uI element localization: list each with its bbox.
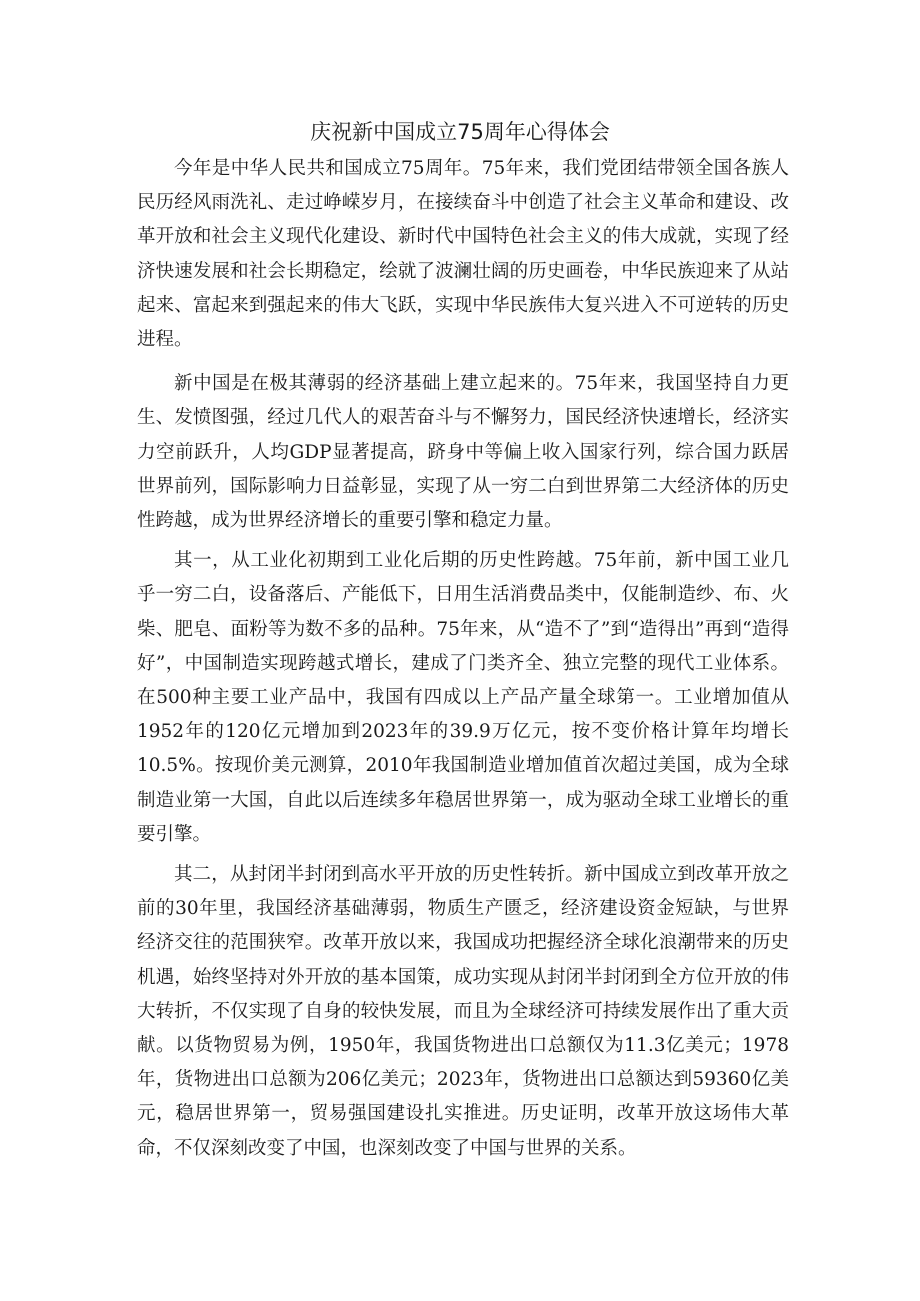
paragraph-industrialization: 其一，从工业化初期到工业化后期的历史性跨越。75年前，新中国工业几乎一穷二白，设备落后、产能低下，日用生活消费品类中，仅能制造纱、布、火柴、肥皂、面粉等为数不多的品种。75年来，从“造不了”到“造得出”再到“造得好”，中国制造实现跨越式增长，建成了门类齐全、独立完整的现代工业体系。在500种主要工业产品中，我国有四成以上产品产量全球第一。工业增加值从1952年的120亿元增加到2023年的39.9万亿元，按不变价格计算年均增长10.5%。按现价美元测算，2010年我国制造业增加值首次超过美国，成为全球制造业第一大国，自此以后连续多年稳居世界第一，成为驱动全球工业增长的重要引擎。 [137, 550, 789, 845]
paragraph-economic-foundation: 新中国是在极其薄弱的经济基础上建立起来的。75年来，我国坚持自力更生、发愤图强，经过几代人的艰苦奋斗与不懈努力，国民经济快速增长，经济实力空前跃升，人均GDP显著提高，跻身中等偏上收入国家行列，综合国力跃居世界前列，国际影响力日益彰显，实现了从一穷二白到世界第二大经济体的历史性跨越，成为世界经济增长的重要引擎和稳定力量。 [137, 373, 789, 532]
paragraph-intro: 今年是中华人民共和国成立75周年。75年来，我们党团结带领全国各族人民历经风雨洗礼、走过峥嵘岁月，在接续奋斗中创造了社会主义革命和建设、改革开放和社会主义现代化建设、新时代中国特色社会主义的伟大成就，实现了经济快速发展和社会长期稳定，绘就了波澜壮阔的历史画卷，中华民族迎来了从站起来、富起来到强起来的伟大飞跃，实现中华民族伟大复兴进入不可逆转的历史进程。 [137, 158, 789, 351]
document-body [137, 152, 789, 1166]
paragraph-opening-up: 其二，从封闭半封闭到高水平开放的历史性转折。新中国成立到改革开放之前的30年里，我国经济基础薄弱，物质生产匮乏，经济建设资金短缺，与世界经济交往的范围狭窄。改革开放以来，我国成功把握经济全球化浪潮带来的历史机遇，始终坚持对外开放的基本国策，成功实现从封闭半封闭到全方位开放的伟大转折，不仅实现了自身的较快发展，而且为全球经济可持续发展作出了重大贡献。以货物贸易为例，1950年，我国货物进出口总额仅为11.3亿美元；1978年，货物进出口总额为206亿美元；2023年，货物进出口总额达到59360亿美元，稳居世界第一，贸易强国建设扎实推进。历史证明，改革开放这场伟大革命，不仅深刻改变了中国，也深刻改变了中国与世界的关系。 [137, 864, 789, 1159]
document-title: 庆祝新中国成立75周年心得体会 [310, 120, 610, 144]
